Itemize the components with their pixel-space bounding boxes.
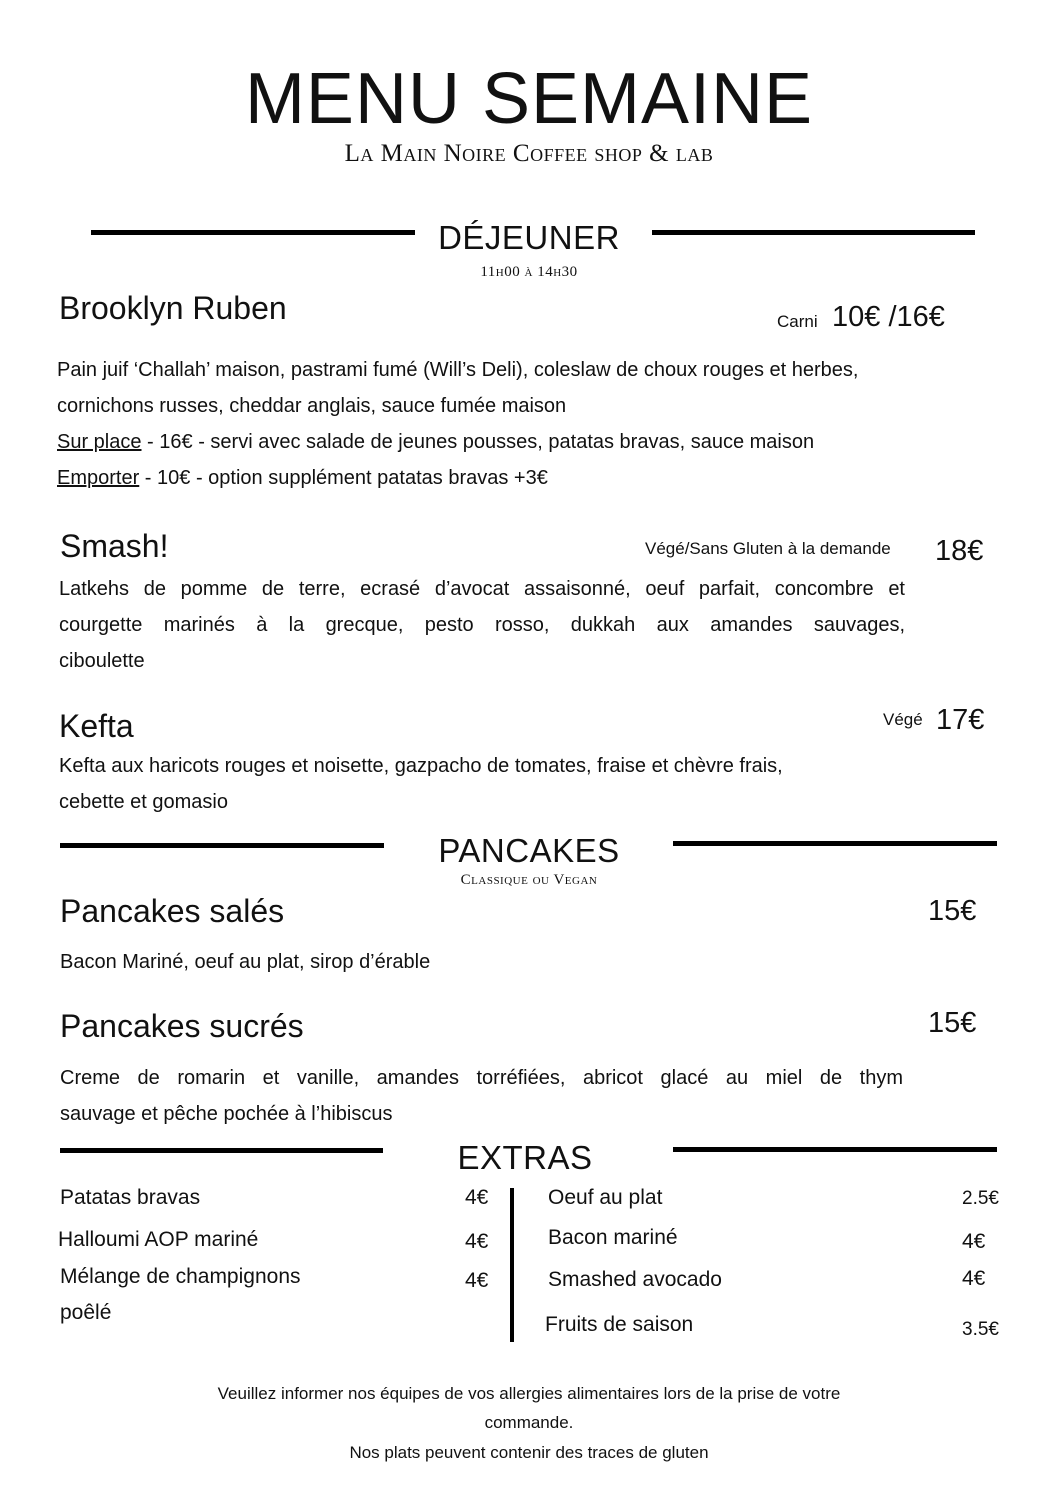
dish-desc-line: Latkehs de pomme de terre, ecrasé d’avocat assaisonné, oeuf parfait, concombre et	[59, 578, 905, 600]
allergy-notice: commande.	[484, 1413, 574, 1432]
extra-price: 4€	[465, 1269, 489, 1292]
menu-title: MENU SEMAINE	[244, 59, 814, 139]
section-title-dejeuner: DÉJEUNER	[438, 219, 620, 256]
dish-price-pancakes-sales: 15€	[928, 895, 977, 927]
extra-name: Halloumi AOP mariné	[58, 1228, 259, 1251]
option-sur-place	[57, 431, 814, 454]
extra-price: 4€	[465, 1230, 489, 1253]
option-label: Emporter	[57, 467, 140, 489]
extra-price: 4€	[962, 1230, 986, 1253]
dish-name-smash: Smash!	[60, 528, 169, 564]
option-label: Sur place	[57, 431, 142, 453]
extras-divider	[510, 1188, 514, 1342]
dish-price-kefta: 17€	[936, 704, 985, 736]
dish-tag-kefta: Végé	[883, 710, 923, 729]
dish-desc-line: sauvage et pêche pochée à l’hibiscus	[60, 1103, 393, 1125]
extra-price: 4€	[962, 1267, 986, 1290]
dish-name-pancakes-sucres: Pancakes sucrés	[60, 1008, 304, 1044]
extra-name: Smashed avocado	[548, 1268, 722, 1291]
extra-name: Fruits de saison	[545, 1313, 694, 1336]
option-text: - 10€ - option supplément patatas bravas +3€	[139, 467, 548, 489]
dish-desc-line: Creme de romarin et vanille, amandes torréfiées, abricot glacé au miel de thym	[60, 1067, 903, 1089]
dish-name-pancakes-sales: Pancakes salés	[60, 893, 285, 929]
extra-name: Mélange de champignons	[60, 1265, 301, 1288]
dish-desc-line: cornichons russes, cheddar anglais, sauce fumée maison	[57, 395, 567, 417]
section-title-extras: EXTRAS	[457, 1139, 593, 1176]
extra-price: 4€	[465, 1186, 489, 1209]
allergy-notice: Veuillez informer nos équipes de vos allergies alimentaires lors de la prise de votre	[217, 1384, 841, 1403]
option-text: - 16€ - servi avec salade de jeunes pousses, patatas bravas, sauce maison	[141, 431, 815, 453]
extra-name: Oeuf au plat	[548, 1186, 663, 1209]
extra-name: Bacon mariné	[548, 1226, 678, 1249]
gluten-notice: Nos plats peuvent contenir des traces de gluten	[349, 1443, 709, 1462]
dish-desc-line: courgette marinés à la grecque, pesto rosso, dukkah aux amandes sauvages,	[59, 614, 905, 636]
extra-price: 3.5€	[962, 1319, 999, 1340]
dish-desc-line: Bacon Mariné, oeuf au plat, sirop d’érable	[60, 951, 431, 973]
dish-name-brooklyn: Brooklyn Ruben	[59, 290, 287, 326]
dish-desc-line: Kefta aux haricots rouges et noisette, gazpacho de tomates, fraise et chèvre frais,	[59, 755, 783, 777]
dish-tag-smash: Végé/Sans Gluten à la demande	[645, 539, 891, 558]
option-emporter	[57, 467, 548, 490]
dish-name-kefta: Kefta	[59, 708, 134, 744]
dish-price-smash: 18€	[935, 535, 984, 567]
dish-desc-line: ciboulette	[59, 650, 145, 672]
extra-price: 2.5€	[962, 1188, 999, 1209]
extra-name-cont: poêlé	[60, 1301, 112, 1324]
extra-name: Patatas bravas	[60, 1186, 201, 1209]
dejeuner-hours: 11h00 à 14h30	[480, 264, 578, 280]
dish-price-brooklyn: 10€ /16€	[832, 301, 945, 333]
dish-price-pancakes-sucres: 15€	[928, 1007, 977, 1039]
shop-name: La Main Noire Coffee shop & lab	[344, 140, 714, 167]
dish-desc-line: cebette et gomasio	[59, 791, 228, 813]
dish-tag-brooklyn: Carni	[777, 312, 818, 331]
section-title-pancakes: PANCAKES	[438, 832, 620, 869]
pancakes-subtitle: Classique ou Vegan	[460, 872, 598, 888]
dish-desc-line: Pain juif ‘Challah’ maison, pastrami fumé (Will’s Deli), coleslaw de choux rouges et herbes,	[57, 359, 859, 381]
